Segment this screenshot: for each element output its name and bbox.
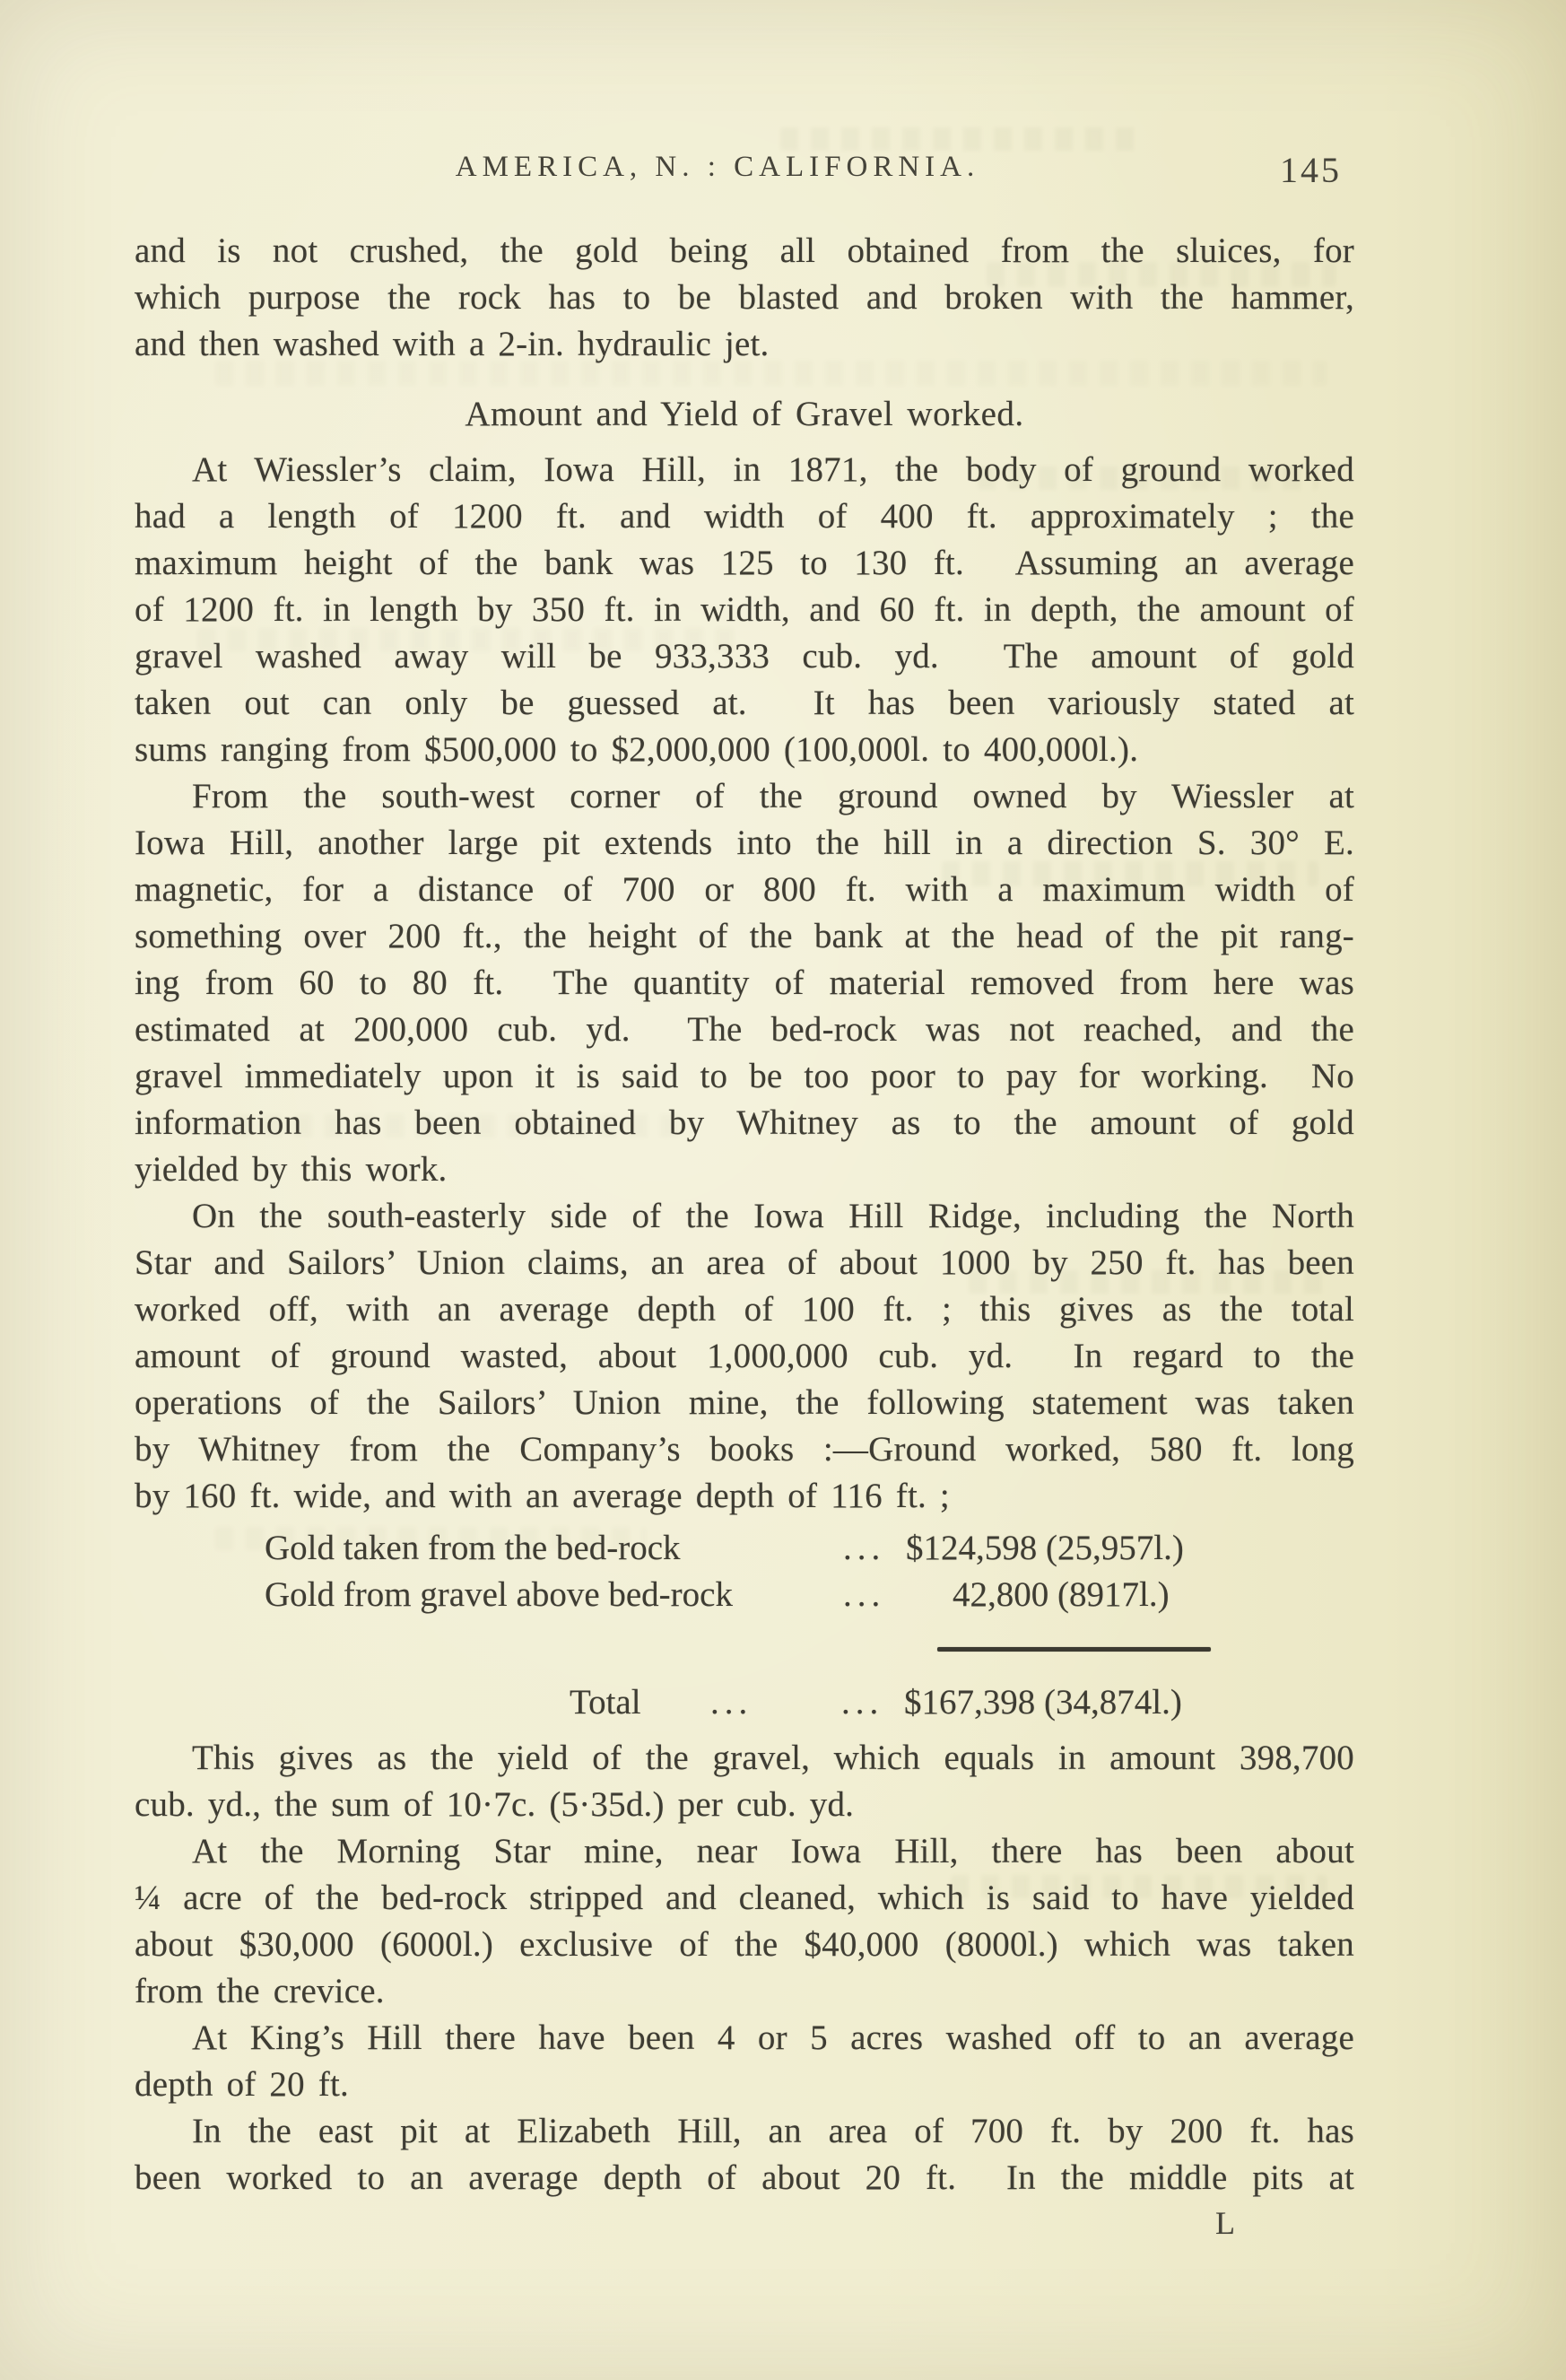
text-line: depth of 20 ft.	[135, 2065, 349, 2104]
total-label: Total	[570, 1683, 641, 1722]
text-line: been worked to an average depth of about 20 ft. In the middle pits at	[135, 2158, 1354, 2197]
text-line: At Wiessler’s claim, Iowa Hill, in 1871, the body of ground worked	[192, 450, 1354, 489]
text-line: cub. yd., the sum of 10·7c. (5·35d.) per cub. yd.	[135, 1785, 855, 1824]
text-line: At the Morning Star mine, near Iowa Hill, there has been about	[192, 1832, 1354, 1870]
text-line: amount of ground wasted, about 1,000,000 cub. yd. In regard to the	[135, 1337, 1354, 1375]
table-rule	[937, 1647, 1211, 1652]
text-line: information has been obtained by Whitney as to the amount of gold	[135, 1103, 1354, 1142]
text-line: maximum height of the bank was 125 to 130 ft. Assuming an average	[135, 544, 1354, 582]
text-line: operations of the Sailors’ Union mine, the following statement was taken	[135, 1383, 1354, 1422]
text-line: something over 200 ft., the height of the bank at the head of the pit rang-	[135, 917, 1354, 955]
table-row	[135, 1572, 1354, 1618]
row-label: Gold taken from the bed-rock	[265, 1529, 681, 1567]
section-heading: Amount and Yield of Gravel worked.	[465, 395, 1024, 433]
text-line: and is not crushed, the gold being all obtained from the sluices, for	[135, 231, 1354, 270]
leader-dots: ...	[843, 1575, 886, 1614]
text-line: Star and Sailors’ Union claims, an area of about 1000 by 250 ft. has been	[135, 1243, 1354, 1282]
running-header-title: AMERICA, N. : CALIFORNIA.	[455, 151, 980, 183]
paragraph-8	[135, 2108, 1354, 2201]
paragraph-3	[135, 773, 1354, 1193]
leader-dots: ...	[843, 1529, 886, 1567]
paragraph-4	[135, 1193, 1354, 1520]
row-label: Gold from gravel above bed-rock	[265, 1575, 733, 1614]
text-line: yielded by this work.	[135, 1150, 448, 1189]
printer-signature-mark: L	[1215, 2205, 1236, 2241]
running-header	[135, 151, 1354, 192]
page-number: 145	[1280, 150, 1342, 190]
total-value: $167,398 (34,874l.)	[904, 1683, 1182, 1722]
showthrough-ghost	[780, 127, 1139, 151]
text-line: from the crevice.	[135, 1972, 385, 2010]
text-line: by Whitney from the Company’s books :—Ground worked, 580 ft. long	[135, 1430, 1354, 1469]
leader-dots: ...	[710, 1683, 753, 1722]
row-value: 42,800 (8917l.)	[953, 1575, 1170, 1614]
leader-dots: ...	[841, 1683, 884, 1722]
text-line: In the east pit at Elizabeth Hill, an area of 700 ft. by 200 ft. has	[192, 2112, 1354, 2150]
table-row	[135, 1525, 1354, 1572]
table-total-row	[135, 1679, 1354, 1726]
text-line: by 160 ft. wide, and with an average depth of 116 ft. ;	[135, 1477, 950, 1515]
text-line: At King’s Hill there have been 4 or 5 acres washed off to an average	[192, 2018, 1354, 2057]
paragraph-5	[135, 1735, 1354, 1828]
paragraph-2	[135, 447, 1354, 773]
row-value: $124,598 (25,957l.)	[906, 1529, 1184, 1567]
text-line: had a length of 1200 ft. and width of 400 ft. approximately ; the	[135, 497, 1354, 536]
text-line: about $30,000 (6000l.) exclusive of the $40,000 (8000l.) which was taken	[135, 1925, 1354, 1964]
text-line: of 1200 ft. in length by 350 ft. in width, and 60 ft. in depth, the amount of	[135, 590, 1354, 629]
paragraph-1	[135, 228, 1354, 368]
paragraph-7	[135, 2015, 1354, 2108]
text-line: taken out can only be guessed at. It has been variously stated at	[135, 684, 1354, 722]
text-line: worked off, with an average depth of 100 ft. ; this gives as the total	[135, 1290, 1354, 1329]
text-line: which purpose the rock has to be blasted and broken with the hammer,	[135, 278, 1354, 317]
text-line: ¼ acre of the bed-rock stripped and cleaned, which is said to have yielded	[135, 1879, 1354, 1917]
text-line: ing from 60 to 80 ft. The quantity of material removed from here was	[135, 963, 1354, 1002]
text-line: magnetic, for a distance of 700 or 800 ft. with a maximum width of	[135, 870, 1354, 909]
text-line: estimated at 200,000 cub. yd. The bed-rock was not reached, and the	[135, 1010, 1354, 1049]
text-line: From the south-west corner of the ground owned by Wiessler at	[192, 777, 1354, 815]
text-line: and then washed with a 2-in. hydraulic jet.	[135, 325, 770, 363]
text-line: gravel immediately upon it is said to be too poor to pay for working. No	[135, 1057, 1354, 1095]
text-line: On the south-easterly side of the Iowa Hill Ridge, including the North	[192, 1197, 1354, 1235]
text-line: Iowa Hill, another large pit extends into the hill in a direction S. 30° E.	[135, 824, 1354, 862]
text-line: gravel washed away will be 933,333 cub. yd. The amount of gold	[135, 637, 1354, 676]
text-line: sums ranging from $500,000 to $2,000,000 (100,000l. to 400,000l.).	[135, 730, 1139, 769]
paragraph-6	[135, 1828, 1354, 2015]
text-line: This gives as the yield of the gravel, which equals in amount 398,700	[192, 1739, 1354, 1777]
